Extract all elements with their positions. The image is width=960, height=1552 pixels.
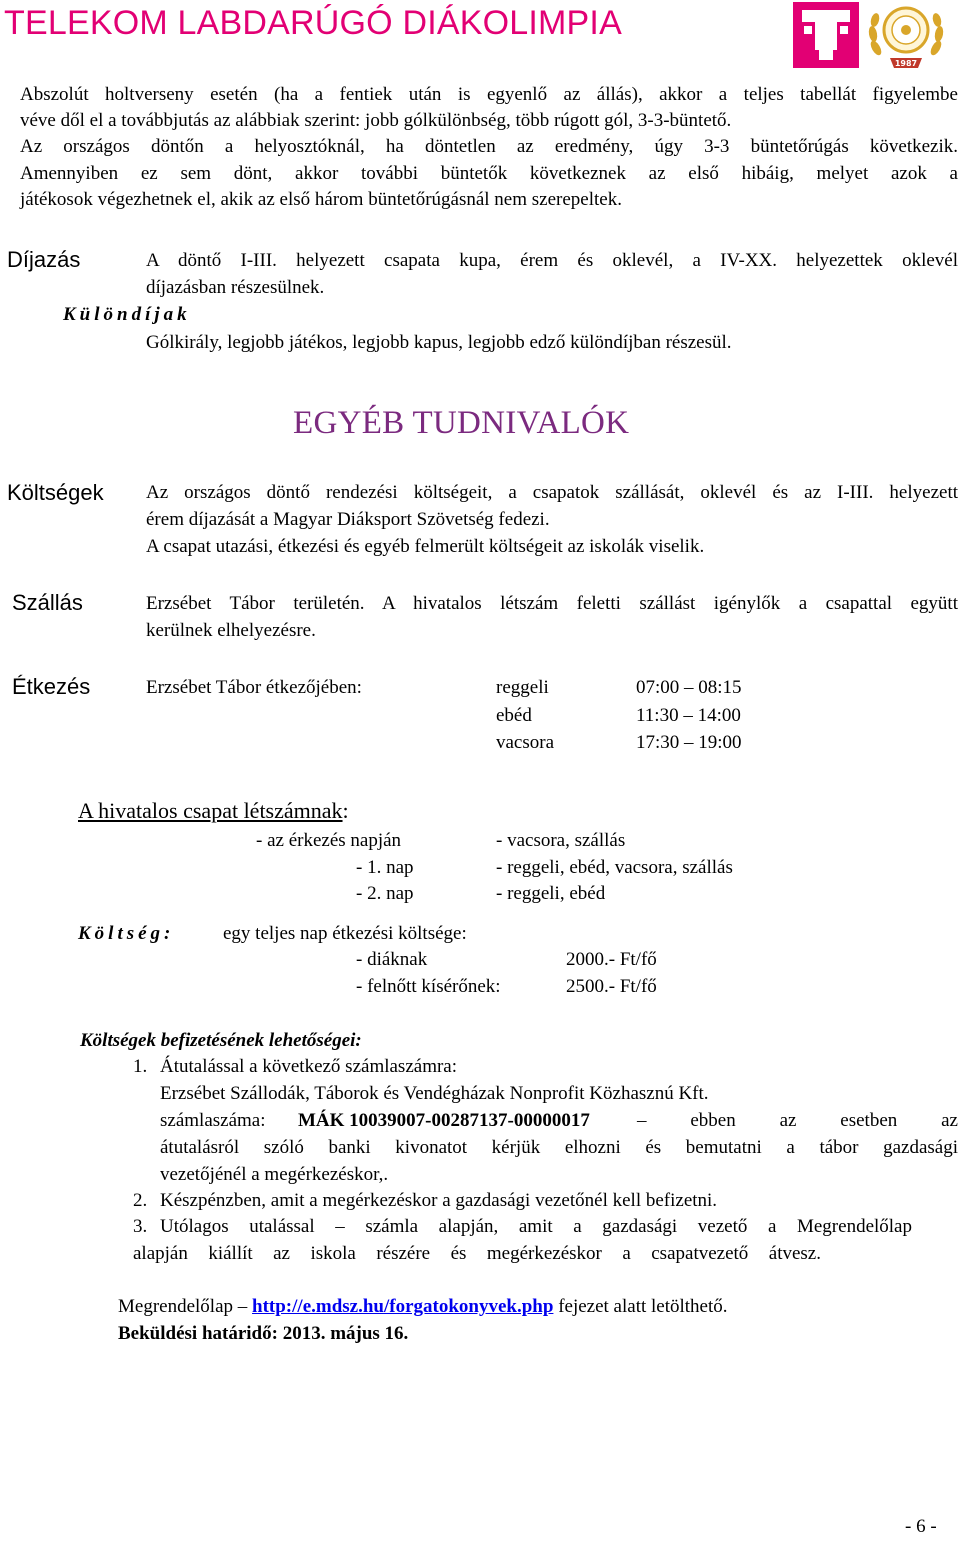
cost-price: 2500.- Ft/fő [566, 976, 657, 997]
telekom-logo [793, 2, 859, 68]
payment-item3-line2: alapján kiállít az iskola részére és megérkezéskor a csapatvezető átvesz. [133, 1243, 821, 1264]
payment-item3-line1: Utólagos utalással – számla alapján, amit a gazdasági vezető a Megrendelőlap [160, 1216, 912, 1237]
meals-place: Erzsébet Tábor étkezőjében: [146, 677, 362, 698]
order-form-link[interactable]: http://e.mdsz.hu/forgatokonyvek.php [252, 1296, 554, 1317]
official-team-heading [78, 798, 349, 824]
tiebreak-line-3: Az országos döntőn a helyosztóknál, ha döntetlen az eredmény, úgy 3-3 büntetőrúgás következik. [20, 136, 958, 157]
lodging-label: Szállás [12, 590, 83, 615]
special-awards-text: Gólkirály, legjobb játékos, legjobb kapus, legjobb edző különdíjban részesül. [146, 332, 732, 353]
order-form-prefix: Megrendelőlap – [118, 1296, 248, 1317]
cost-price: 2000.- Ft/fő [566, 949, 657, 970]
lodging-line-1: Erzsébet Tábor területén. A hivatalos létszám feletti szállást igénylők a csapattal együtt [146, 593, 958, 614]
submission-deadline: Beküldési határidő: 2013. május 16. [118, 1323, 409, 1344]
meal-time: 17:30 – 19:00 [636, 732, 742, 753]
official-items: - reggeli, ebéd [496, 883, 606, 904]
cost-who: - felnőtt kísérőnek: [356, 976, 501, 997]
tiebreak-line-2: véve dől el a továbbjutás az alábbiak szerint: jobb gólkülönbség, több rúgott gól, 3-3-büntető. [20, 110, 732, 131]
telekom-t-icon [793, 2, 859, 68]
document-title: TELEKOM LABDARÚGÓ DIÁKOLIMPIA [4, 4, 622, 42]
meal-name: reggeli [496, 677, 549, 698]
costs-line-2: érem díjazását a Magyar Diáksport Szövetség fedezi. [146, 509, 550, 530]
mdsz-seal-logo [866, 0, 946, 70]
official-items: - vacsora, szállás [496, 830, 626, 851]
page-number: - 6 - [905, 1516, 937, 1537]
meal-time: 11:30 – 14:00 [636, 705, 741, 726]
payment-item1-account-rest: – ebben az esetben az [637, 1110, 958, 1131]
meal-name: vacsora [496, 732, 555, 753]
payment-item-number: 2. [133, 1190, 148, 1211]
payment-item1-account-label: számlaszáma: [160, 1110, 266, 1131]
meal-time: 07:00 – 08:15 [636, 677, 742, 698]
cost-who: - diáknak [356, 949, 428, 970]
cost-text: egy teljes nap étkezési költsége: [223, 923, 467, 944]
payment-item1-line1: Átutalással a következő számlaszámra: [160, 1056, 458, 1077]
official-day: - az érkezés napján [256, 830, 402, 851]
costs-line-3: A csapat utazási, étkezési és egyéb felmerült költségeit az iskolák viselik. [146, 536, 705, 557]
order-form-line [118, 1294, 728, 1320]
awards-label: Díjazás [7, 247, 81, 272]
official-day: - 2. nap [356, 883, 414, 904]
costs-label: Költségek [7, 480, 104, 505]
payment-item1-line4: átutalásról szóló banki kivonatot kérjük elhozni és bemutatni a tábor gazdasági [160, 1137, 958, 1158]
official-day: - 1. nap [356, 857, 414, 878]
meal-name: ebéd [496, 705, 532, 726]
special-awards-label: Különdíjak [63, 304, 191, 325]
payment-item1-line5: vezetőjénél a megérkezéskor,. [160, 1164, 389, 1185]
payment-title: Költségek befizetésének lehetőségei: [80, 1030, 362, 1051]
meals-label: Étkezés [12, 674, 91, 699]
seal-year: 1987 [894, 59, 918, 68]
payment-item-number: 3. [133, 1216, 148, 1237]
tiebreak-line-4: Amennyiben ez sem dönt, akkor további büntetők következnek az első hibáig, melyet azok a [20, 163, 958, 184]
awards-line-1: A döntő I-III. helyezett csapata kupa, érem és oklevél, a IV-XX. helyezettek oklevél [146, 250, 958, 271]
official-items: - reggeli, ebéd, vacsora, szállás [496, 857, 733, 878]
payment-item1-line2: Erzsébet Szállodák, Táborok és Vendégházak Nonprofit Közhasznú Kft. [160, 1083, 709, 1104]
costs-line-1: Az országos döntő rendezési költségeit, a csapatok szállását, oklevél és az I-III. helyezett [146, 482, 958, 503]
tiebreak-line-5: játékosok végezhetnek el, akik az első három büntetőrúgásnál nem szerepeltek. [20, 189, 622, 210]
cost-label: Költség: [78, 923, 175, 944]
order-form-suffix: fejezet alatt letölthető. [558, 1296, 728, 1317]
section-title: EGYÉB TUDNIVALÓK [293, 405, 630, 441]
official-team-title: A hivatalos csapat létszámnak [78, 798, 343, 823]
lodging-line-2: kerülnek elhelyezésre. [146, 620, 316, 641]
tiebreak-line-1: Abszolút holtverseny esetén (ha a fentiek után is egyenlő az állás), akkor a teljes tabellát figyelembe [20, 84, 958, 105]
payment-item2: Készpénzben, amit a megérkezéskor a gazdasági vezetőnél kell befizetni. [160, 1190, 718, 1211]
official-team-colon: : [342, 798, 349, 823]
awards-line-2: díjazásban részesülnek. [146, 277, 325, 298]
payment-item-number: 1. [133, 1056, 148, 1077]
bank-account-number: MÁK 10039007-00287137-00000017 [298, 1110, 590, 1131]
